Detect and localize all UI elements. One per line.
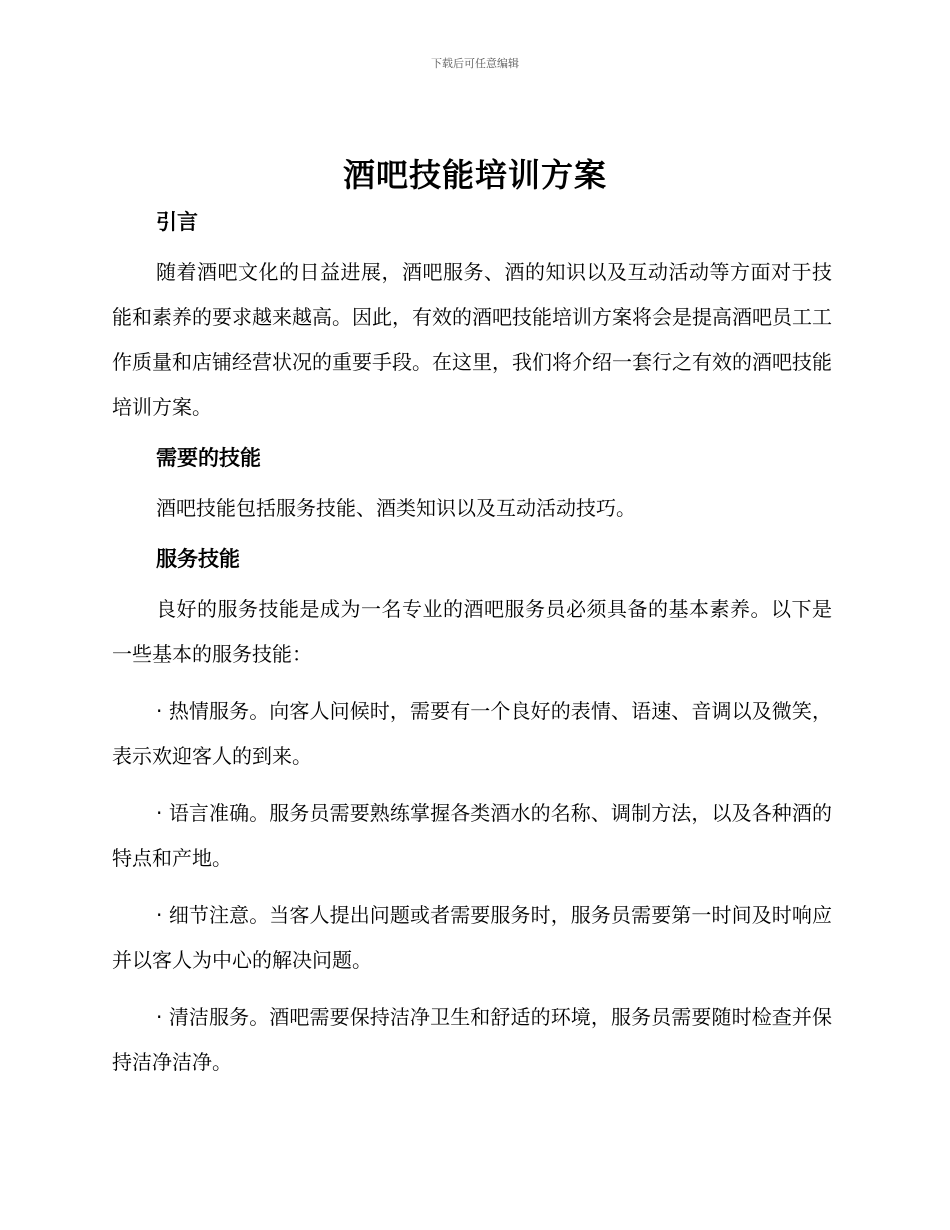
bullet-item: · 语言准确。服务员需要熟练掌握各类酒水的名称、调制方法，以及各种酒的特点和产地。	[112, 801, 832, 870]
document-title: 酒吧技能培训方案	[342, 156, 607, 194]
skills-heading: 需要的技能	[156, 446, 261, 470]
skills-paragraph: 酒吧技能包括服务技能、酒类知识以及互动活动技巧。	[156, 496, 636, 520]
intro-paragraph: 随着酒吧文化的日益进展，酒吧服务、酒的知识以及互动活动等方面对于技能和素养的要求越来越高。因此，有效的酒吧技能培训方案将会是提高酒吧员工工作质量和店铺经营状况的重要手段。在这里，我们将介绍一套行之有效的酒吧技能培训方案。	[112, 260, 832, 419]
header-note: 下载后可任意编辑	[431, 57, 519, 70]
service-heading: 服务技能	[156, 547, 240, 571]
bullet-item: · 清洁服务。酒吧需要保持洁净卫生和舒适的环境，服务员需要随时检查并保持洁净洁净。	[112, 1005, 832, 1074]
service-paragraph: 良好的服务技能是成为一名专业的酒吧服务员必须具备的基本素养。以下是一些基本的服务技能：	[112, 597, 832, 666]
intro-heading: 引言	[156, 210, 198, 234]
bullet-item: · 热情服务。向客人问候时，需要有一个良好的表情、语速、音调以及微笑，表示欢迎客人的到来。	[112, 699, 832, 768]
bullet-item: · 细节注意。当客人提出问题或者需要服务时，服务员需要第一时间及时响应并以客人为中心的解决问题。	[112, 903, 832, 972]
document-body	[112, 202, 832, 1085]
